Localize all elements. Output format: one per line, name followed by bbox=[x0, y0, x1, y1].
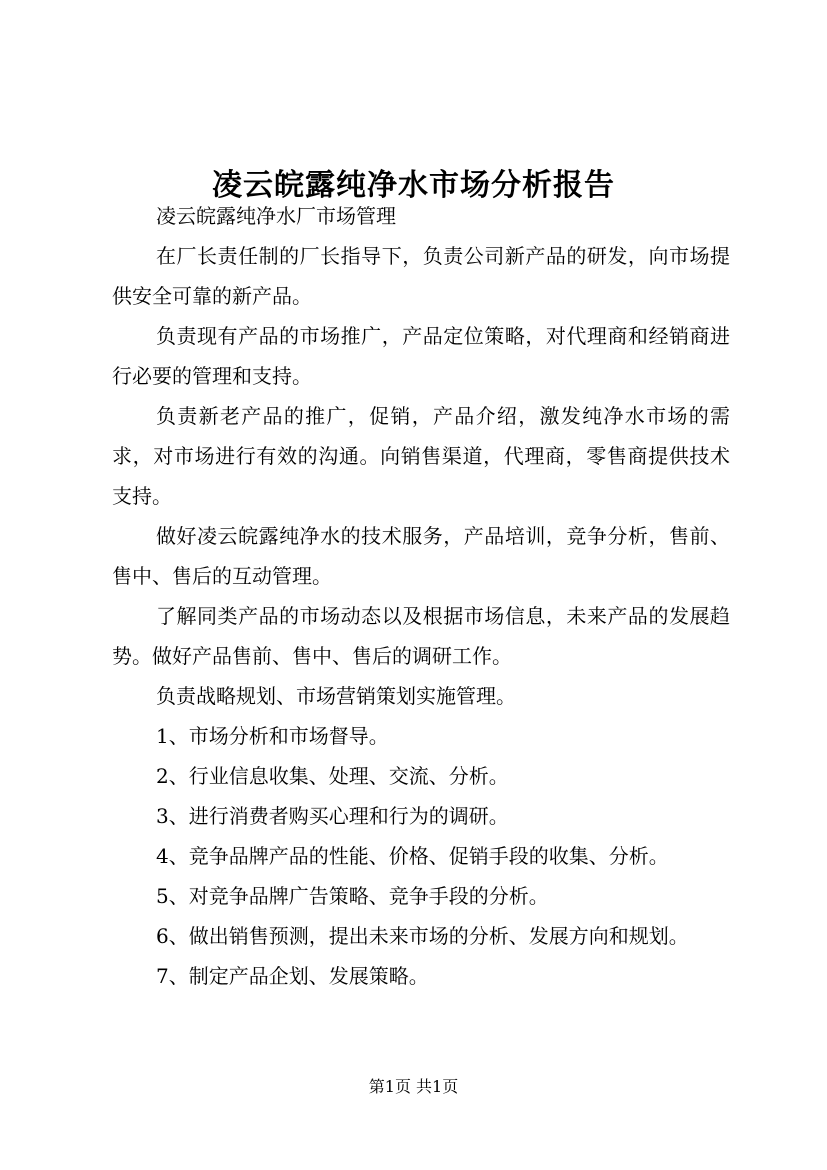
paragraph: 了解同类产品的市场动态以及根据市场信息，未来产品的发展趋势。做好产品售前、售中、售后的调研工作。 bbox=[112, 604, 730, 668]
list-item: 3、进行消费者购买心理和行为的调研。 bbox=[156, 804, 509, 828]
paragraph: 负责战略规划、市场营销策划实施管理。 bbox=[156, 684, 516, 708]
list-item: 7、制定产品企划、发展策略。 bbox=[156, 964, 429, 988]
document-title: 凌云皖露纯净水市场分析报告 bbox=[212, 168, 615, 204]
page-footer: 第1页 共1页 bbox=[368, 1077, 459, 1096]
document-body bbox=[112, 196, 730, 996]
paragraph: 在厂长责任制的厂长指导下，负责公司新产品的研发，向市场提供安全可靠的新产品。 bbox=[112, 244, 730, 308]
list-item: 2、行业信息收集、处理、交流、分析。 bbox=[156, 764, 509, 788]
list-item: 4、竞争品牌产品的性能、价格、促销手段的收集、分析。 bbox=[156, 844, 669, 868]
list-item: 6、做出销售预测，提出未来市场的分析、发展方向和规划。 bbox=[156, 924, 689, 948]
paragraph: 做好凌云皖露纯净水的技术服务，产品培训，竞争分析，售前、售中、售后的互动管理。 bbox=[112, 524, 730, 588]
paragraph: 负责新老产品的推广，促销，产品介绍，激发纯净水市场的需求，对市场进行有效的沟通。向销售渠道，代理商，零售商提供技术支持。 bbox=[112, 404, 730, 508]
paragraph-heading: 凌云皖露纯净水厂市场管理 bbox=[156, 204, 396, 228]
paragraph: 负责现有产品的市场推广，产品定位策略，对代理商和经销商进行必要的管理和支持。 bbox=[112, 324, 730, 388]
list-item: 5、对竞争品牌广告策略、竞争手段的分析。 bbox=[156, 884, 549, 908]
list-item: 1、市场分析和市场督导。 bbox=[156, 724, 389, 748]
